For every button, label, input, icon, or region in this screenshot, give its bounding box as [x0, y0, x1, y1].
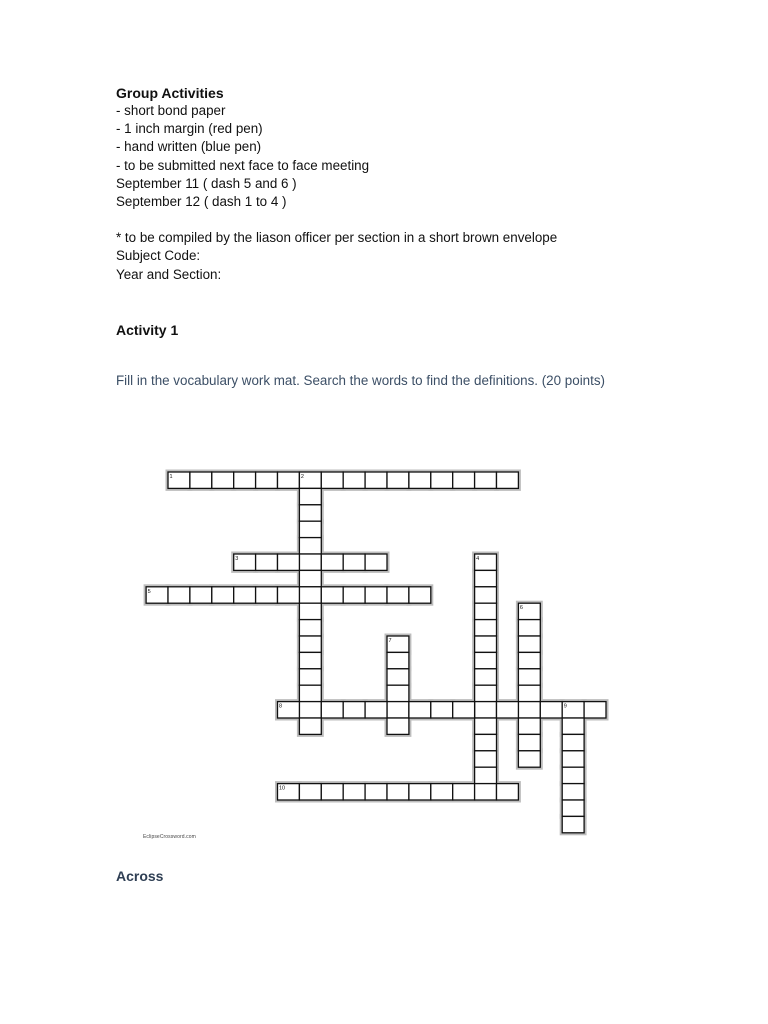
crossword-cell[interactable] — [518, 751, 540, 767]
crossword-cell[interactable] — [431, 784, 453, 800]
crossword-cell[interactable] — [321, 472, 343, 488]
crossword-cell[interactable] — [475, 620, 497, 636]
crossword-cell[interactable] — [387, 702, 409, 718]
year-section-label: Year and Section: — [116, 266, 222, 282]
crossword-cell[interactable] — [343, 702, 365, 718]
crossword-clue-number: 2 — [300, 474, 304, 480]
crossword-cell[interactable] — [497, 784, 519, 800]
crossword-clue-number: 6 — [519, 605, 523, 612]
crossword-cell[interactable] — [278, 554, 300, 570]
crossword-cell[interactable] — [365, 587, 387, 603]
crossword-cell[interactable] — [321, 587, 343, 603]
crossword-cell[interactable] — [343, 587, 365, 603]
crossword-cell[interactable] — [343, 554, 365, 570]
crossword-cell[interactable] — [475, 784, 497, 800]
crossword-cell[interactable] — [497, 702, 519, 718]
crossword-cell[interactable] — [299, 669, 321, 685]
crossword-cell[interactable] — [409, 587, 431, 603]
crossword-cell[interactable] — [365, 784, 387, 800]
crossword-cell[interactable] — [518, 652, 540, 668]
crossword-cell[interactable] — [409, 702, 431, 718]
crossword-cell[interactable] — [299, 603, 321, 619]
crossword-cell[interactable] — [190, 472, 212, 488]
activity-instruction: Fill in the vocabulary work mat. Search the words to find the definitions. (20 points) — [116, 373, 605, 388]
crossword-cell[interactable] — [540, 702, 562, 718]
crossword-cell[interactable] — [518, 734, 540, 750]
crossword-cell[interactable] — [475, 587, 497, 603]
crossword-cell[interactable] — [475, 636, 497, 652]
crossword-cell[interactable] — [365, 702, 387, 718]
activity-title: Activity 1 — [116, 322, 179, 338]
crossword-cell[interactable] — [190, 587, 212, 603]
crossword-cell[interactable] — [518, 620, 540, 636]
crossword-cell[interactable] — [387, 718, 409, 734]
crossword-cell[interactable] — [518, 685, 540, 701]
crossword-cell[interactable] — [256, 472, 278, 488]
crossword-clue-number: 8 — [279, 703, 283, 710]
requirement-line: - hand written (blue pen) — [116, 139, 262, 155]
crossword-cell[interactable] — [431, 702, 453, 718]
crossword-cell[interactable] — [168, 587, 190, 603]
crossword-cell[interactable] — [387, 472, 409, 488]
group-activities-heading: Group Activities — [116, 85, 224, 101]
crossword-cell[interactable] — [475, 718, 497, 734]
crossword-cell[interactable] — [453, 472, 475, 488]
crossword-cell[interactable] — [387, 685, 409, 701]
schedule-line: September 12 ( dash 1 to 4 ) — [116, 194, 287, 210]
crossword-cell[interactable] — [278, 587, 300, 603]
crossword-cell[interactable] — [299, 538, 321, 554]
crossword-cell[interactable] — [256, 554, 278, 570]
crossword-cell[interactable] — [299, 587, 321, 603]
requirement-line: - 1 inch margin (red pen) — [116, 121, 263, 137]
crossword-cell[interactable] — [431, 472, 453, 488]
crossword-cell[interactable] — [562, 751, 584, 767]
crossword-cell[interactable] — [562, 767, 584, 783]
crossword-cell[interactable] — [453, 702, 475, 718]
crossword-cell[interactable] — [299, 521, 321, 537]
crossword-cell[interactable] — [365, 554, 387, 570]
crossword-cell[interactable] — [475, 734, 497, 750]
crossword-cell[interactable] — [321, 702, 343, 718]
crossword-cell[interactable] — [343, 784, 365, 800]
crossword-cell[interactable] — [562, 734, 584, 750]
crossword-cell[interactable] — [453, 784, 475, 800]
crossword-clue-number: 7 — [388, 638, 392, 644]
crossword-cell[interactable] — [497, 472, 519, 488]
crossword-cell[interactable] — [475, 570, 497, 586]
across-heading: Across — [116, 868, 164, 884]
crossword-cell[interactable] — [518, 718, 540, 734]
crossword-clue-number: 3 — [235, 556, 239, 562]
crossword-cell[interactable] — [475, 669, 497, 685]
crossword-cell[interactable] — [321, 784, 343, 800]
subject-code-label: Subject Code: — [116, 248, 201, 264]
crossword-cell[interactable] — [518, 702, 540, 718]
crossword-cell[interactable] — [387, 652, 409, 668]
crossword-cell[interactable] — [234, 587, 256, 603]
crossword-cell[interactable] — [387, 784, 409, 800]
crossword-cell[interactable] — [212, 472, 234, 488]
requirement-line: - to be submitted next face to face meeting — [116, 157, 370, 173]
crossword-cell[interactable] — [299, 570, 321, 586]
schedule-line: September 11 ( dash 5 and 6 ) — [116, 175, 297, 191]
crossword-cell[interactable] — [321, 554, 343, 570]
crossword-cell[interactable] — [299, 505, 321, 521]
crossword-clue-number: 9 — [563, 703, 567, 710]
compile-note: * to be compiled by the liason officer per section in a short brown envelope — [116, 230, 558, 246]
crossword-clue-number: 5 — [147, 588, 151, 595]
crossword-cell[interactable] — [562, 816, 584, 832]
crossword-cell[interactable] — [475, 751, 497, 767]
crossword-cell[interactable] — [562, 718, 584, 734]
crossword-cell[interactable] — [343, 472, 365, 488]
crossword-cell[interactable] — [299, 554, 321, 570]
crossword-cell[interactable] — [475, 472, 497, 488]
crossword-cell[interactable] — [212, 587, 234, 603]
crossword-cell[interactable] — [365, 472, 387, 488]
crossword-clue-number: 4 — [476, 556, 480, 562]
crossword-clue-number: 1 — [169, 474, 173, 480]
crossword-cell[interactable] — [278, 472, 300, 488]
crossword-cell[interactable] — [299, 784, 321, 800]
crossword-cell[interactable] — [387, 587, 409, 603]
crossword-cell[interactable] — [234, 472, 256, 488]
crossword-cell[interactable] — [475, 652, 497, 668]
crossword-cell[interactable] — [299, 488, 321, 504]
requirement-line: - short bond paper — [116, 103, 226, 118]
crossword-cell[interactable] — [475, 767, 497, 783]
crossword-cell[interactable] — [518, 636, 540, 652]
crossword-cell[interactable] — [475, 702, 497, 718]
crossword-cell[interactable] — [584, 702, 606, 718]
crossword-cell[interactable] — [299, 702, 321, 718]
crossword-credit: EclipseCrossword.com — [143, 834, 196, 840]
crossword-cell[interactable] — [562, 800, 584, 816]
crossword-cell[interactable] — [299, 652, 321, 668]
crossword-cell[interactable] — [562, 784, 584, 800]
crossword-cell[interactable] — [409, 472, 431, 488]
crossword-cell[interactable] — [475, 603, 497, 619]
crossword-clue-number: 10 — [279, 785, 286, 792]
crossword-cell[interactable] — [518, 669, 540, 685]
crossword-cell[interactable] — [387, 669, 409, 685]
crossword-cell[interactable] — [299, 718, 321, 734]
crossword-cell[interactable] — [299, 620, 321, 636]
crossword-cell[interactable] — [299, 685, 321, 701]
crossword-cell[interactable] — [409, 784, 431, 800]
crossword-cell[interactable] — [475, 685, 497, 701]
crossword-cell[interactable] — [299, 636, 321, 652]
crossword-cell[interactable] — [256, 587, 278, 603]
